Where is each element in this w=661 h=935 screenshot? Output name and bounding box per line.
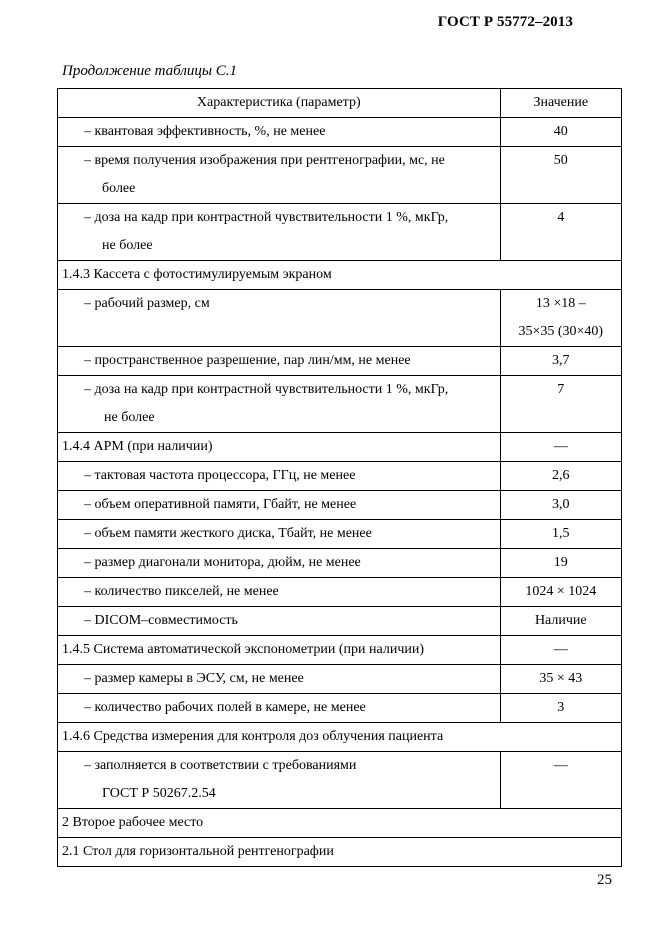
parameter-label — [58, 752, 500, 808]
parameter-label: – объем памяти жесткого диска, Тбайт, не менее — [84, 526, 372, 541]
parameter-value: 1,5 — [500, 520, 621, 549]
table-row — [58, 694, 622, 723]
parameter-label: – количество рабочих полей в камере, не менее — [84, 700, 366, 715]
column-header-value: Значение — [500, 89, 621, 118]
parameter-value: Наличие — [500, 607, 621, 636]
parameter-value-line1: 13 ×18 – — [535, 296, 586, 311]
table-row — [58, 147, 622, 204]
parameter-label-line1: – заполняется в соответствии с требованиями — [84, 758, 357, 773]
table-row — [58, 118, 622, 147]
table-row — [58, 578, 622, 607]
table-row — [58, 665, 622, 694]
parameter-value: 19 — [500, 549, 621, 578]
parameter-label: – количество пикселей, не менее — [84, 584, 279, 599]
parameter-value: 1024 × 1024 — [500, 578, 621, 607]
section-heading: 2.1 Стол для горизонтальной рентгенографии — [62, 844, 334, 859]
parameter-label: – объем оперативной памяти, Гбайт, не менее — [84, 497, 357, 512]
table-row — [58, 462, 622, 491]
parameter-label-line2: не более — [102, 238, 153, 253]
table-row — [58, 549, 622, 578]
section-value: — — [500, 433, 621, 462]
parameter-value — [500, 290, 621, 347]
section-row — [58, 838, 622, 867]
page-number: 25 — [597, 872, 612, 888]
table-row — [58, 520, 622, 549]
parameter-label-line1: – доза на кадр при контрастной чувствительности 1 %, мкГр, — [84, 382, 449, 397]
section-heading: 1.4.5 Система автоматической экспонометрии (при наличии) — [62, 642, 425, 657]
parameter-value: 35 × 43 — [500, 665, 621, 694]
standard-designation: ГОСТ Р 55772–2013 — [437, 14, 573, 30]
parameter-value: 50 — [500, 147, 621, 204]
parameter-label: – рабочий размер, см — [84, 296, 210, 311]
parameter-label-line2: более — [102, 181, 136, 196]
table-row — [58, 290, 622, 347]
parameter-label: – размер диагонали монитора, дюйм, не менее — [84, 555, 361, 570]
parameter-label-line1: – время получения изображения при рентгенографии, мс, не — [84, 153, 445, 168]
parameter-label: – пространственное разрешение, пар лин/мм, не менее — [84, 353, 411, 368]
section-row — [58, 636, 622, 665]
parameter-value: 40 — [500, 118, 621, 147]
parameter-value-line2: 35×35 (30×40) — [518, 324, 604, 339]
table-row — [58, 491, 622, 520]
parameter-value: 3,0 — [500, 491, 621, 520]
parameter-label-line2: не более — [104, 410, 155, 425]
parameter-value: 7 — [500, 376, 621, 433]
table-row — [58, 347, 622, 376]
parameter-value: — — [500, 752, 621, 809]
parameter-label: – тактовая частота процессора, ГГц, не менее — [84, 468, 356, 483]
section-heading: 2 Второе рабочее место — [62, 815, 204, 830]
section-value: — — [500, 636, 621, 665]
parameter-label: – квантовая эффективность, %, не менее — [84, 124, 326, 139]
section-row — [58, 809, 622, 838]
parameter-value: 4 — [500, 204, 621, 261]
parameter-value: 3 — [500, 694, 621, 723]
table-row — [58, 376, 622, 433]
section-row — [58, 723, 622, 752]
column-header-characteristic: Характеристика (параметр) — [58, 89, 501, 118]
parameter-label-line2: ГОСТ Р 50267.2.54 — [102, 786, 216, 801]
section-heading: 1.4.6 Средства измерения для контроля доз облучения пациента — [62, 729, 444, 744]
table-header-row — [58, 89, 622, 118]
section-heading: 1.4.3 Кассета с фотостимулируемым экраном — [62, 267, 332, 282]
table-row — [58, 607, 622, 636]
parameter-label: – размер камеры в ЭСУ, см, не менее — [84, 671, 304, 686]
parameter-label — [58, 147, 500, 203]
parameter-label: – DICOM–совместимость — [84, 613, 238, 628]
table-continuation-caption: Продолжение таблицы С.1 — [62, 63, 238, 79]
table-row — [58, 752, 622, 809]
section-row — [58, 433, 622, 462]
section-heading: 1.4.4 АРМ (при наличии) — [62, 439, 213, 454]
section-row — [58, 261, 622, 290]
parameter-label-line1: – доза на кадр при контрастной чувствительности 1 %, мкГр, — [84, 210, 449, 225]
parameter-label — [58, 376, 500, 432]
characteristics-table — [57, 88, 622, 867]
parameter-value: 3,7 — [500, 347, 621, 376]
table-row — [58, 204, 622, 261]
parameter-value: 2,6 — [500, 462, 621, 491]
parameter-label — [58, 204, 500, 260]
